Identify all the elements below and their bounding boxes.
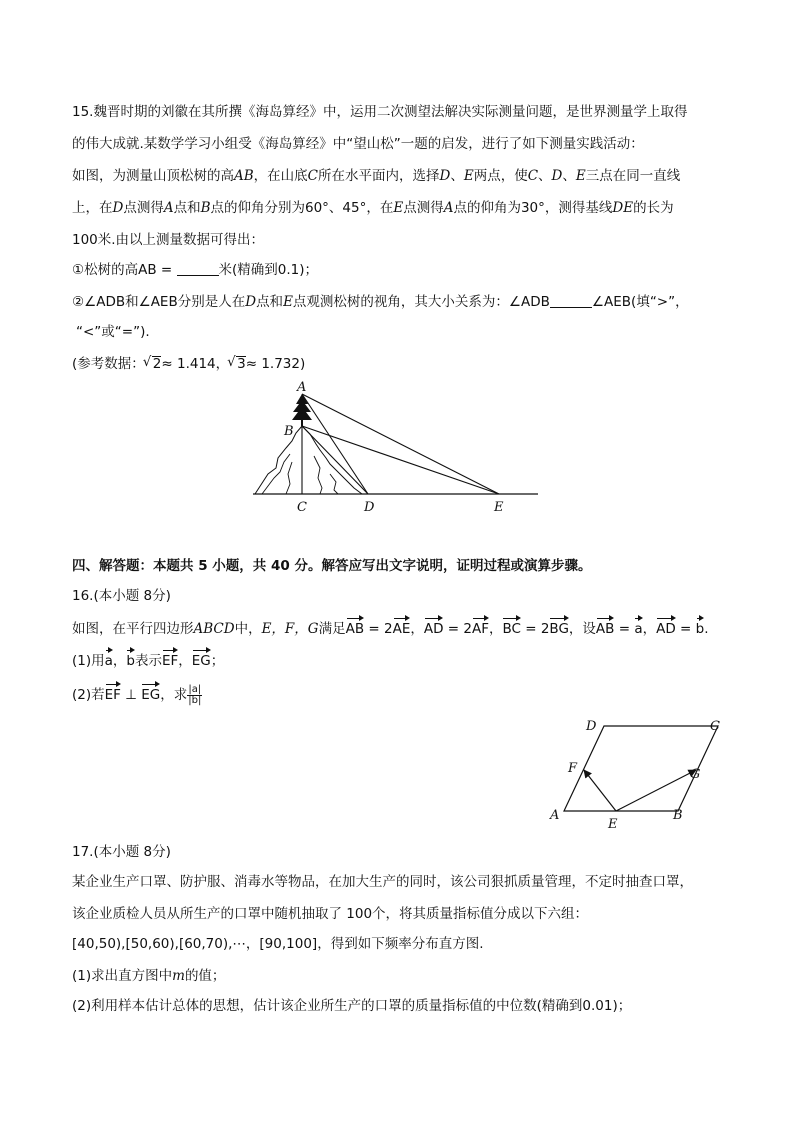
- q17-line-3: [40,50),[50,60),[60,70),⋯，[90,100]，得到如下频率分布直方图.: [72, 936, 484, 952]
- q17-line-1: 某企业生产口罩、防护服、消毒水等物品，在加大生产的同时，该公司狠抓质量管理，不定时抽查口罩，: [72, 874, 693, 890]
- fig16-label-d: D: [586, 719, 597, 734]
- fig16-label-g: G: [690, 767, 701, 782]
- q16-statement: 如图，在平行四边形ABCD中，E，F，G满足AB = 2AE，AD = 2AF，BC = 2BG，设AB = a，AD = b.: [72, 616, 709, 639]
- q15-part-2: ②∠ADB和∠AEB分别是人在D点和E点观测松树的视角，其大小关系为：∠ADB ∠AEB(填“>”，: [72, 294, 689, 310]
- q17-part-1: (1)求出直方图中m的值；: [72, 968, 226, 984]
- q17-header: 17.(本小题 8分): [72, 844, 171, 860]
- fig15-label-d: D: [364, 500, 375, 515]
- fig15-label-c: C: [297, 500, 307, 515]
- q15-line-1: 15.魏晋时期的刘徽在其所撰《海岛算经》中，运用二次测望法解决实际测量问题，是世界测量学上取得: [72, 104, 688, 120]
- q16-part-2: (2)若EF ⊥ EG，求 $\frac{|a|}{|b|}$: [72, 683, 202, 706]
- mountain-pine-figure: [250, 378, 550, 518]
- q15-reference-data: (参考数据：√ 2≈ 1.414，√ 3≈ 1.732): [72, 354, 305, 374]
- answer-blank-2[interactable]: [550, 293, 592, 308]
- fig15-label-e: E: [494, 500, 504, 515]
- fig16-label-f: F: [568, 761, 578, 776]
- q16-header: 16.(本小题 8分): [72, 588, 171, 604]
- q15-line-3: 如图，为测量山顶松树的高AB，在山底C所在水平面内，选择D、E两点，使C、D、E三点在同一直线: [72, 168, 681, 184]
- fig16-label-b: B: [673, 808, 683, 823]
- q15-part-2-cont: “<”或“=”).: [76, 324, 150, 340]
- ratio-fraction: $\frac{|a|}{|b|}$: [188, 683, 202, 706]
- q15-part-1: ①松树的高AB = 米(精确到0.1)；: [72, 262, 319, 278]
- fig16-label-c: C: [710, 719, 720, 734]
- fig16-label-a: A: [550, 808, 560, 823]
- fig16-label-e: E: [608, 817, 618, 830]
- answer-blank-1[interactable]: [177, 261, 219, 276]
- fig15-label-b: B: [284, 424, 294, 439]
- parallelogram-figure: [540, 712, 730, 830]
- q17-part-2: (2)利用样本估计总体的思想，估计该企业所生产的口罩的质量指标值的中位数(精确到0.01)；: [72, 998, 632, 1014]
- q17-line-2: 该企业质检人员从所生产的口罩中随机抽取了 100个，将其质量指标值分成以下六组：: [72, 906, 589, 922]
- q15-line-2: 的伟大成就.某数学学习小组受《海岛算经》中“望山松”一题的启发，进行了如下测量实践活动：: [72, 136, 644, 152]
- q16-part-1: (1)用a，b表示EF，EG；: [72, 648, 224, 671]
- q15-line-4: 上，在D点测得A点和B点的仰角分别为60°、45°，在E点测得A点的仰角为30°，测得基线DE的长为: [72, 200, 674, 216]
- fig15-label-a: A: [297, 380, 307, 395]
- q15-line-5: 100米.由以上测量数据可得出：: [72, 232, 265, 248]
- section-4-heading: 四、解答题：本题共 5 小题，共 40 分。解答应写出文字说明，证明过程或演算步骤。: [72, 558, 592, 574]
